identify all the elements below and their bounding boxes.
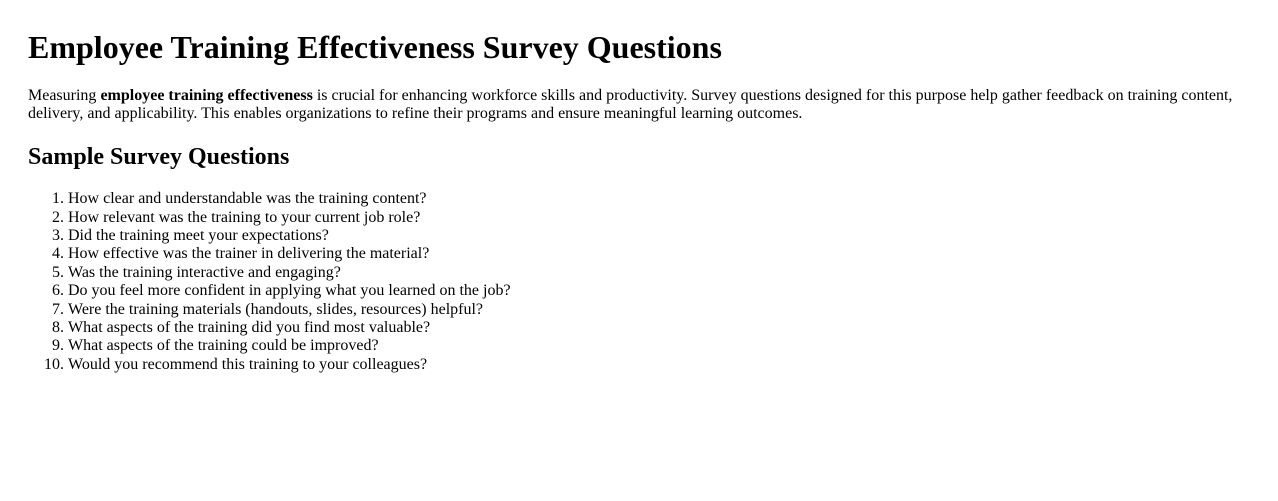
survey-question-item: 10. Would you recommend this training to your colleagues? [68, 356, 1250, 374]
survey-question-item: 6. Do you feel more confident in applying what you learned on the job? [68, 282, 1250, 300]
intro-text-suffix: is crucial for enhancing workforce skills and productivity. Survey questions designed for this purpose help gather feedback on training content, delivery, and applicability. This enables organizations to refine their programs and ensure meaningful learning outcomes. [28, 86, 1233, 123]
survey-question-item: 8. What aspects of the training did you find most valuable? [68, 319, 1250, 337]
survey-question-list [28, 190, 1250, 374]
survey-question-item: 5. Was the training interactive and engaging? [68, 264, 1250, 282]
survey-question-item: 7. Were the training materials (handouts, slides, resources) helpful? [68, 301, 1250, 319]
section-heading: Sample Survey Questions [28, 143, 290, 170]
survey-question-item: 1. How clear and understandable was the training content? [68, 190, 1250, 208]
intro-text-prefix: Measuring [28, 86, 101, 104]
intro-bold-phrase: employee training effectiveness [100, 86, 313, 104]
survey-question-item: 9. What aspects of the training could be improved? [68, 337, 1250, 355]
page-title: Employee Training Effectiveness Survey Questions [28, 29, 722, 65]
survey-question-item: 4. How effective was the trainer in delivering the material? [68, 245, 1250, 263]
intro-paragraph [28, 87, 1250, 124]
survey-question-item: 2. How relevant was the training to your current job role? [68, 209, 1250, 227]
survey-question-item: 3. Did the training meet your expectations? [68, 227, 1250, 245]
